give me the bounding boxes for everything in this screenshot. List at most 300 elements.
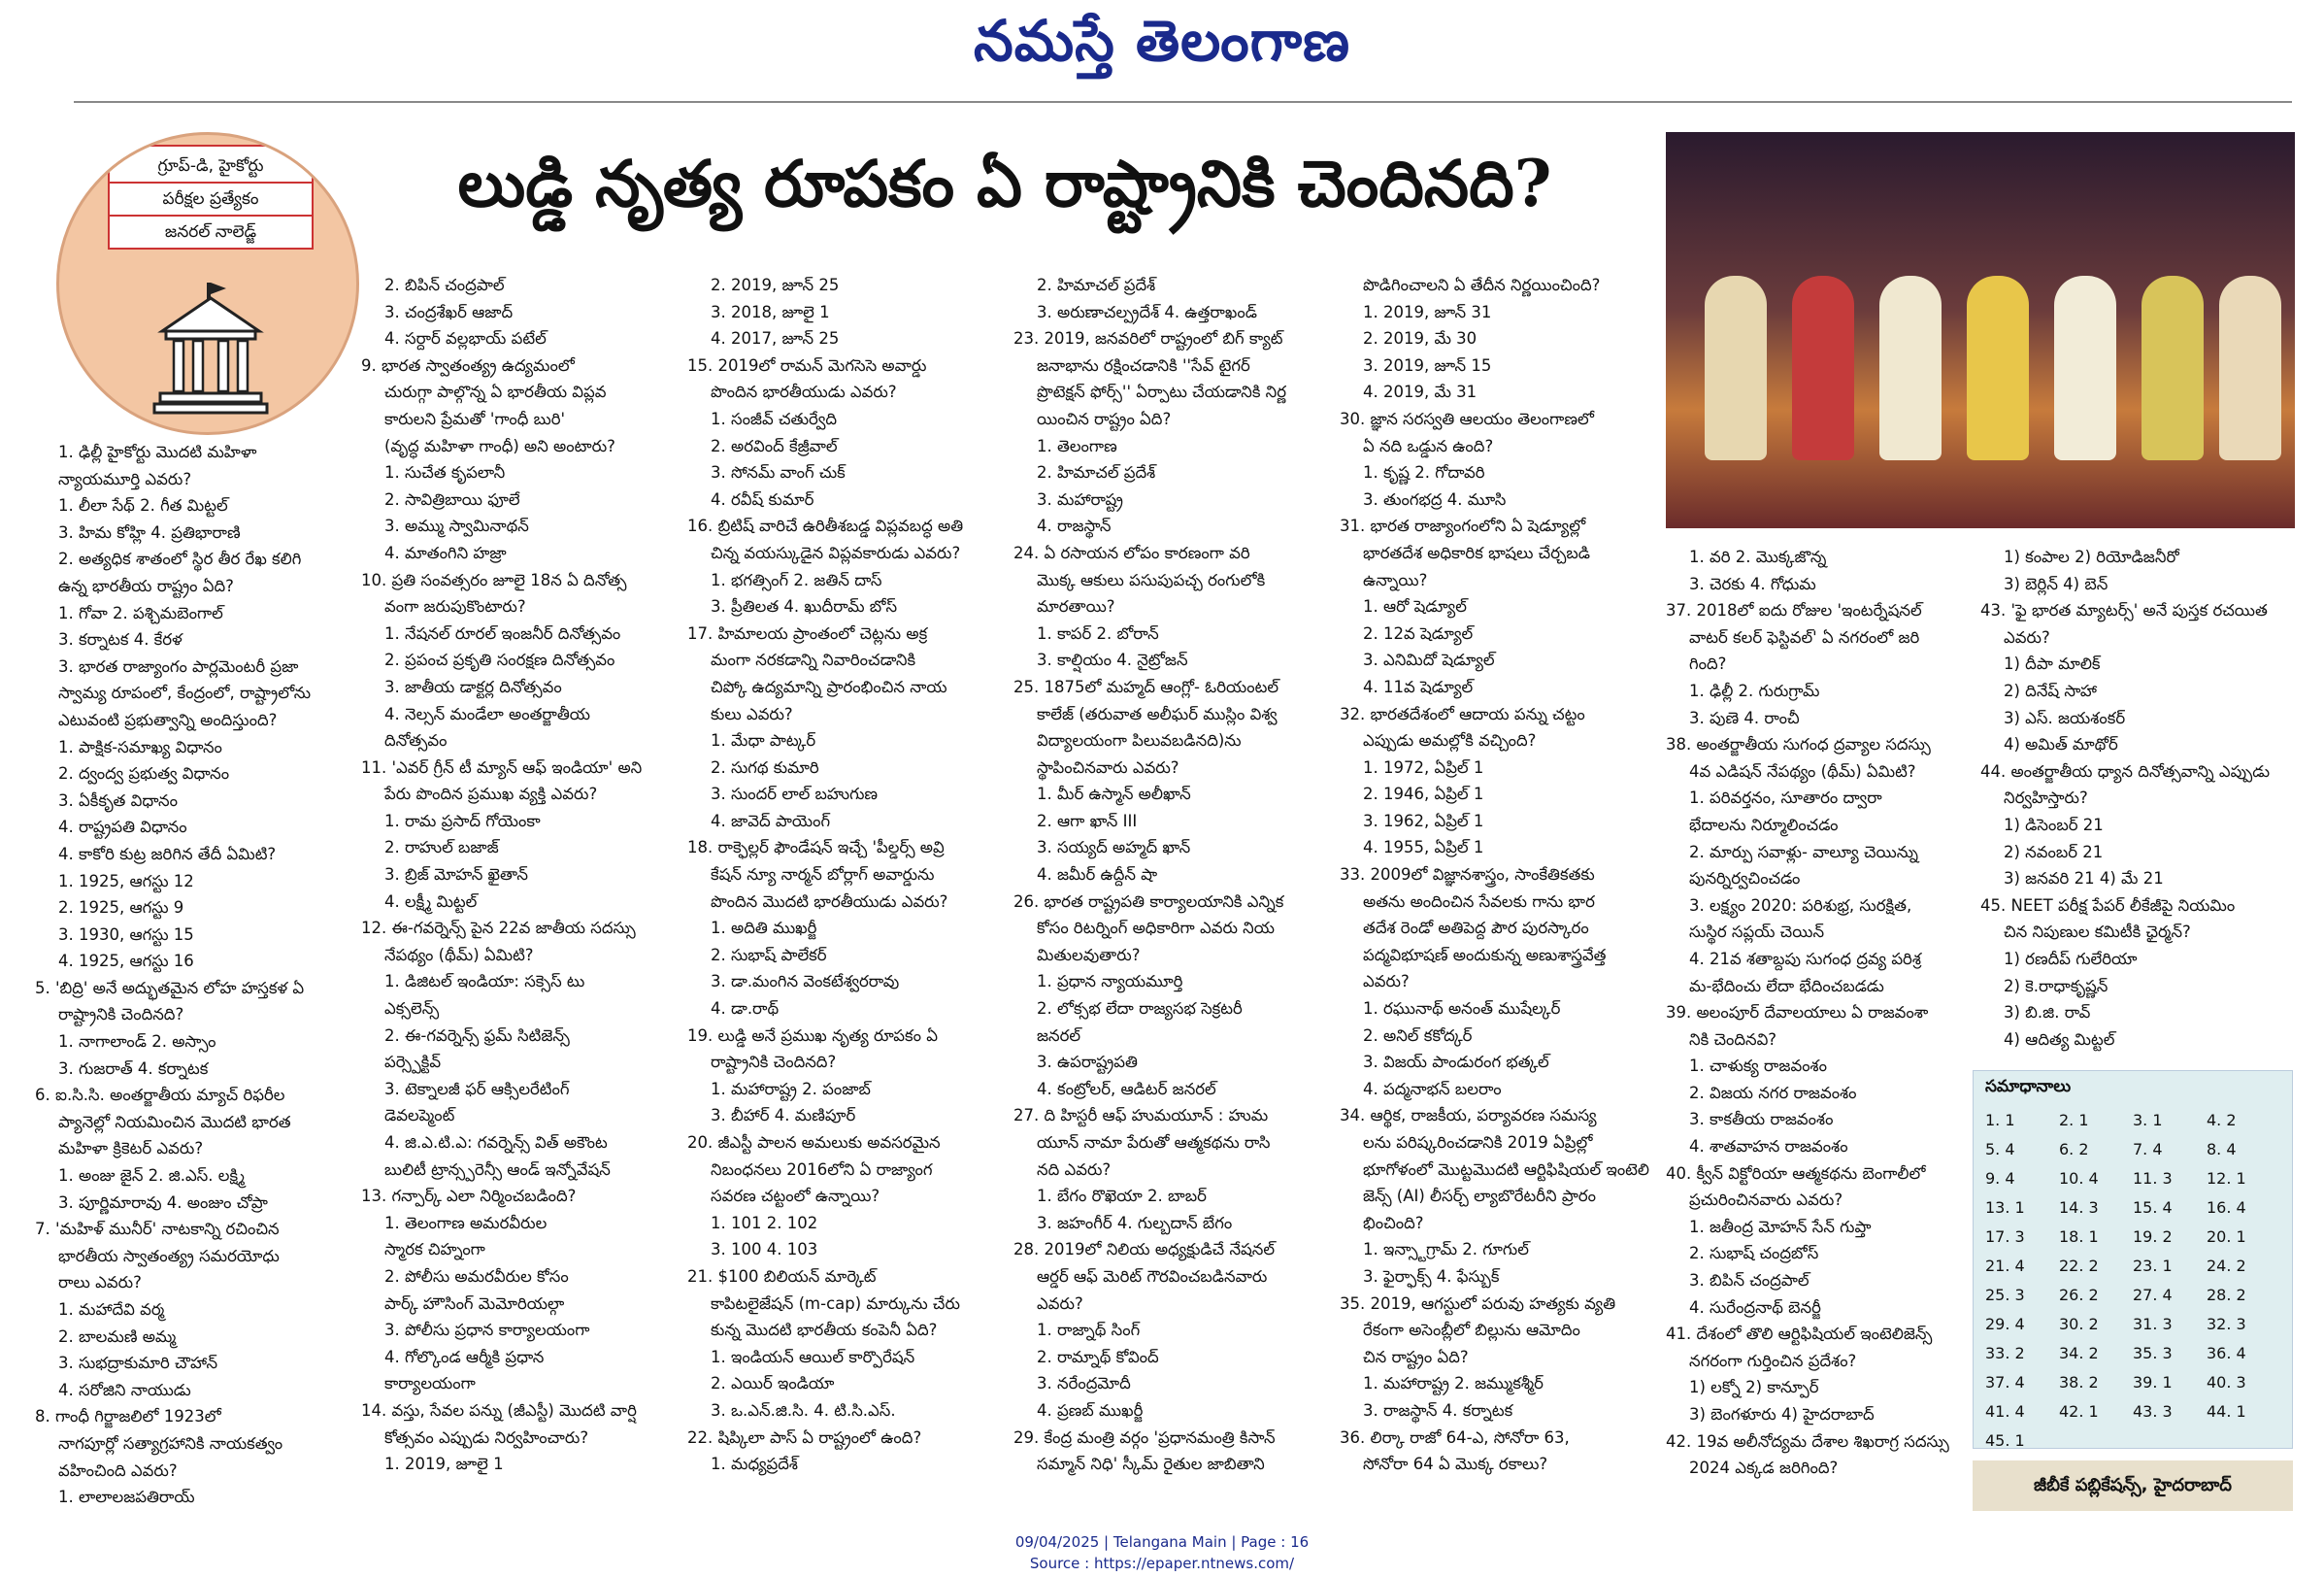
answer-item: 7. 4 xyxy=(2133,1140,2163,1158)
option-line: 3. 2019, జూన్ 15 xyxy=(1363,355,1492,375)
option-line: 4. 2019, మే 31 xyxy=(1363,383,1477,402)
question-line: 13. గన్పార్క్ ఎలా నిర్మించబడింది? xyxy=(361,1187,577,1206)
option-line: 4. 1955, ఏప్రిల్ 1 xyxy=(1363,838,1484,857)
dancer-figure xyxy=(1705,276,1767,460)
option-line: 1. అదితి ముఖర్జీ xyxy=(711,919,817,938)
option-line: 1. ఇన్స్టాగ్రామ్ 2. గూగుల్ xyxy=(1363,1240,1529,1259)
option-line: 4. గోల్కొండ ఆర్మీకి ప్రధాన xyxy=(384,1347,545,1366)
option-line: పొందిన భారతీయుడు ఎవరు? xyxy=(711,383,897,402)
option-line: రేకంగా అసెంబ్లీలో బిల్లును ఆమోదిం xyxy=(1363,1321,1580,1340)
option-line: 2. అనిల్ కకోద్కర్ xyxy=(1363,1025,1473,1045)
question-column-1 xyxy=(35,439,344,1522)
bhangra-dance-photo xyxy=(1666,132,2295,528)
option-line: భించింది? xyxy=(1363,1213,1424,1232)
option-line: జనాభాను రక్షించడానికి ''సేవ్ టైగర్ xyxy=(1037,355,1250,375)
option-line: 2. 2019, జూన్ 25 xyxy=(711,276,840,294)
option-line: 4. 2017, జూన్ 25 xyxy=(711,329,840,349)
option-line: 1. ఢిల్లీ హైకోర్టు మొదటి మహిళా xyxy=(58,443,257,461)
question-line: 8. గాంధీ గిర్జాజలిలో 1923లో xyxy=(35,1407,221,1426)
option-line: 4. రాష్ట్రపతి విధానం xyxy=(58,818,187,837)
option-line: చిప్కో ఉద్యమాన్ని ప్రారంభించిన నాయ xyxy=(711,677,947,696)
question-line: 26. భారత రాష్ట్రపతి కార్యాలయానికి ఎన్నిక xyxy=(1013,891,1284,911)
option-line: 1. నాగాలాండ్ 2. అస్సాం xyxy=(58,1032,216,1052)
question-line: 28. 2019లో నిలియ అధ్యక్షుడిచే నేషనల్ xyxy=(1013,1240,1276,1259)
option-line: 3. బ్రిజ్ మోహన్ ఖైతాన్ xyxy=(384,865,529,885)
option-line: స్వామ్య రూపంలో, కేంద్రంలో, రాష్ట్రాలోను xyxy=(58,684,312,703)
option-line: 3. ఎనిమిదో షెడ్యూల్ xyxy=(1363,651,1495,670)
answer-item: 35. 3 xyxy=(2133,1344,2173,1362)
option-line: ప్యానెల్లో నియమించిన మొదటి భారత xyxy=(58,1112,291,1131)
option-line: 1. ఢిల్లీ 2. గురుగ్రామ్ xyxy=(1689,681,1820,700)
option-line: 3. కర్నాటక 4. కేరళ xyxy=(58,630,183,650)
dancer-figure xyxy=(2054,276,2116,460)
option-line: 3. మహారాష్ట్ర xyxy=(1037,489,1123,509)
option-line: 4. 11వ షెడ్యూల్ xyxy=(1363,677,1474,696)
option-line: 2. రామ్నాథ్ కోవింద్ xyxy=(1037,1347,1159,1366)
option-line: 4) ఆదిత్య మిట్టల్ xyxy=(2004,1029,2115,1049)
option-line: ఎవరు? xyxy=(1363,972,1410,991)
option-line: 4. 21వ శతాబ్దపు సుగంధ ద్రవ్య పరిశ్ర xyxy=(1689,949,1921,968)
answer-item: 34. 2 xyxy=(2059,1344,2099,1362)
option-line: భేదాలను నిర్మూలించడం xyxy=(1689,815,1839,834)
option-line: 2. మార్పు సవాళ్లు- వాల్యూ చెయిన్ను xyxy=(1689,842,1918,861)
option-line: చిన రాష్ట్రం ఏది? xyxy=(1363,1347,1469,1366)
option-line: మంగా నరకడాన్ని నివారించడానికి xyxy=(711,651,916,670)
option-line: 1) దీపా మాలిక్ xyxy=(2004,654,2101,674)
masthead-rule xyxy=(74,101,2292,103)
question-line: 20. జీఎస్టీ పాలన అమలుకు అవసరమైన xyxy=(687,1133,941,1152)
question-line: 10. ప్రతి సంవత్సరం జూలై 18న ఏ దినోత్స xyxy=(361,570,627,589)
option-line: 2. ఈ-గవర్నెన్స్ ఫ్రమ్ సిటిజెన్స్ xyxy=(384,1025,570,1045)
option-line: 2. ఎయిర్ ఇండియా xyxy=(711,1374,835,1393)
option-line: యించిన రాష్ట్రం ఏది? xyxy=(1037,409,1172,428)
answer-item: 26. 2 xyxy=(2059,1286,2099,1304)
option-line: విద్యాలయంగా పిలువబడినది)ను xyxy=(1037,731,1242,751)
option-line: 2. ప్రపంచ ప్రకృతి సంరక్షణ దినోత్సవం xyxy=(384,651,615,670)
option-line: బులిటీ ట్రాన్స్పరెన్సీ ఆండ్ ఇన్నోవేషన్ xyxy=(384,1159,611,1179)
option-line: అతను అందించిన సేవలకు గాను భార xyxy=(1363,891,1595,911)
answer-item: 30. 2 xyxy=(2059,1315,2099,1333)
option-line: 1. రామ ప్రసాద్ గోయెంకా xyxy=(384,811,541,830)
question-column-7 xyxy=(1980,544,2293,1064)
option-line: 3. బీహార్ 4. మణిపూర్ xyxy=(711,1106,856,1125)
option-line: 2) నవంబర్ 21 xyxy=(2004,842,2104,861)
option-line: మహిళా క్రికెటర్ ఎవరు? xyxy=(58,1139,204,1158)
option-line: 2. 1946, ఏప్రిల్ 1 xyxy=(1363,785,1484,804)
option-line: 3. సుందర్ లాల్ బహుగుణ xyxy=(711,785,879,804)
option-line: కేషన్ న్యూ నార్మన్ బోర్లాగ్ అవార్డును xyxy=(711,865,935,885)
option-line: 1. డిజిటల్ ఇండియా: సక్సెస్ టు xyxy=(384,972,585,991)
answer-item: 32. 3 xyxy=(2207,1315,2246,1333)
footer-date-line: 09/04/2025 | Telangana Main | Page : 16 xyxy=(1014,1533,1310,1551)
question-line: 31. భారత రాజ్యాంగంలోని ఏ షెడ్యూల్లో xyxy=(1340,517,1586,536)
answer-item: 3. 1 xyxy=(2133,1111,2163,1129)
option-line: 3. అమ్ము స్వామినాథన్ xyxy=(384,517,529,536)
answer-item: 22. 2 xyxy=(2059,1257,2099,1275)
option-line: నది ఎవరు? xyxy=(1037,1159,1112,1179)
option-line: 3. భారత రాజ్యాంగం పార్లమెంటరీ ప్రజా xyxy=(58,656,299,676)
option-line: పొందిన మొదటి భారతీయుడు ఎవరు? xyxy=(711,891,948,911)
page-footer xyxy=(0,1531,2324,1574)
question-column-4 xyxy=(1013,272,1334,1522)
option-line: సమ్మాన్ నిధి' స్కీమ్ రైతుల జాబితాని xyxy=(1037,1455,1265,1474)
option-line: 2. బిపిన్ చంద్రపాల్ xyxy=(384,276,505,294)
option-line: 2. 12వ షెడ్యూల్ xyxy=(1363,623,1474,643)
answer-item: 19. 2 xyxy=(2133,1227,2173,1246)
answer-item: 25. 3 xyxy=(1985,1286,2025,1304)
answer-item: 20. 1 xyxy=(2207,1227,2246,1246)
option-line: నేపథ్యం (థీమ్) ఏమిటి? xyxy=(384,945,534,964)
answer-item: 33. 2 xyxy=(1985,1344,2025,1362)
option-line: 3) బి.జి. రావ్ xyxy=(2004,1003,2091,1023)
option-line: 3. విజయ్ పాండురంగ భత్కల్ xyxy=(1363,1053,1549,1072)
option-line: ఎవరు? xyxy=(2004,627,2050,647)
option-line: 3. ఉపరాష్ట్రపతి xyxy=(1037,1053,1138,1072)
option-line: కాపిటలైజేషన్ (m-cap) మార్కును చేరు xyxy=(711,1293,960,1313)
option-line: 2. సుగథ కుమారి xyxy=(711,757,819,777)
option-line: 4. సర్దార్ వల్లభాయ్ పటేల్ xyxy=(384,329,547,349)
option-line: 1. మీర్ ఉస్మాన్ అలీఖాన్ xyxy=(1037,785,1191,804)
option-line: 3. బిపిన్ చంద్రపాల్ xyxy=(1689,1271,1809,1291)
option-line: నగరంగా గుర్తించిన ప్రదేశం? xyxy=(1689,1351,1857,1370)
question-line: 41. దేశంలో తొలి ఆర్టిఫిషియల్ ఇంటెలిజెన్స్ xyxy=(1666,1325,1933,1344)
question-line: 42. 19వ అలీనోద్యమ దేశాల శిఖరాగ్ర సదస్సు xyxy=(1666,1431,1949,1451)
option-line: 2. సుభాష్ పాలేకర్ xyxy=(711,945,827,964)
option-line: కాలేజ్ (తరువాత అలీఘర్ ముస్లిం విశ్వ xyxy=(1037,704,1278,723)
option-line: కోత్సవం ఎప్పుడు నిర్వహించారు? xyxy=(384,1427,589,1447)
option-line: జనరల్ xyxy=(1037,1025,1081,1045)
option-line: 2) దినేష్ సాహా xyxy=(2004,681,2097,700)
answer-item: 16. 4 xyxy=(2207,1198,2246,1217)
option-line: రాష్ట్రానికి చెందినది? xyxy=(711,1053,837,1072)
option-line: 4. రాజస్థాన్ xyxy=(1037,517,1112,536)
answer-item: 17. 3 xyxy=(1985,1227,2025,1246)
option-line: చిన్న వయస్కుడైన విప్లవకారుడు ఎవరు? xyxy=(711,543,961,562)
option-line: 4. కాకోరి కుట్ర జరిగిన తేదీ ఏమిటి? xyxy=(58,844,277,863)
answer-item: 43. 3 xyxy=(2133,1402,2173,1421)
question-line: 43. 'ఫై భారత మ్యాటర్స్' అనే పుస్తక రచయిత xyxy=(1980,601,2268,621)
option-line: భారతదేశ అధికారిక భాషలు చేర్చబడి xyxy=(1363,543,1590,562)
option-line: 3. తుంగభద్ర 4. మూసి xyxy=(1363,489,1507,509)
option-line: 3. ఫైర్ఫాక్స్ 4. ఫేస్బుక్ xyxy=(1363,1266,1500,1286)
option-line: నికి చెందినవి? xyxy=(1689,1029,1777,1049)
option-line: ఎవరు? xyxy=(1037,1293,1083,1313)
option-line: ప్రొటెక్షన్ ఫోర్స్'' ఏర్పాటు చేయడానికి నిర్ణ xyxy=(1037,383,1287,402)
answer-item: 5. 4 xyxy=(1985,1140,2015,1158)
option-line: 3. సయ్యద్ అహ్మద్ ఖాన్ xyxy=(1037,838,1191,857)
option-line: (వృద్ధ మహిళా గాంధీ) అని అంటారు? xyxy=(384,436,615,455)
option-line: 4. జమీర్ ఉద్దీన్ షా xyxy=(1037,865,1158,885)
option-line: 2. ద్వంద్వ ప్రభుత్వ విధానం xyxy=(58,764,230,784)
publisher-credit: జీబీకే పబ్లికేషన్స్, హైదరాబాద్ xyxy=(1973,1460,2293,1511)
high-court-building-icon xyxy=(152,281,269,417)
option-line: 1. తెలంగాణ xyxy=(1037,436,1117,455)
question-line: 44. అంతర్జాతీయ ధ్యాన దినోత్సవాన్ని ఎప్పుడు xyxy=(1980,761,2271,781)
option-line: 3. కాకతీయ రాజవంశం xyxy=(1689,1110,1834,1129)
option-line: కులు ఎవరు? xyxy=(711,704,793,723)
option-line: 4వ ఎడిషన్ నేపథ్యం (థీమ్) ఏమిటి? xyxy=(1689,761,1916,781)
option-line: 1. పరివర్తనం, సూతారం ద్వారా xyxy=(1689,788,1882,808)
option-line: పర్స్పెక్టివ్ xyxy=(384,1053,442,1072)
option-line: 1. 101 2. 102 xyxy=(711,1213,818,1232)
option-line: 4. రవీష్ కుమార్ xyxy=(711,489,814,509)
option-line: పేరు పొందిన ప్రముఖ వ్యక్తి ఎవరు? xyxy=(384,785,598,804)
section-badge xyxy=(56,132,359,435)
question-line: 33. 2009లో విజ్ఞానశాస్త్రం, సాంకేతికతకు xyxy=(1340,865,1595,885)
option-line: 2. హిమాచల్ ప్రదేశ్ xyxy=(1037,276,1156,294)
question-line: 34. ఆర్థిక, రాజకీయ, పర్యావరణ సమస్య xyxy=(1340,1106,1597,1125)
question-line: 40. క్వీన్ విక్టోరియా ఆత్మకథను బెంగాలీలో xyxy=(1666,1163,1926,1183)
option-line: 3) బెర్లిన్ 4) బెన్ xyxy=(2004,574,2108,593)
question-line: 19. లుడ్డి అనే ప్రముఖ నృత్య రూపకం ఏ xyxy=(687,1025,938,1045)
option-line: 1) డిసెంబర్ 21 xyxy=(2004,815,2104,834)
answer-item: 21. 4 xyxy=(1985,1257,2025,1275)
answer-item: 42. 1 xyxy=(2059,1402,2099,1421)
option-line: పద్మవిభూషణ్ అందుకున్న అణుశాస్త్రవేత్త xyxy=(1363,945,1607,964)
option-line: 3. చంద్రశేఖర్ ఆజాద్ xyxy=(384,302,514,321)
option-line: కోసం రిటర్నింగ్ అధికారిగా ఎవరు నియ xyxy=(1037,919,1275,938)
option-line: 1. తెలంగాణ అమరవీరుల xyxy=(384,1213,548,1232)
option-line: 2. అరవింద్ కేజ్రీవాల్ xyxy=(711,436,838,455)
option-line: రాష్ట్రానికి చెందినది? xyxy=(58,1005,184,1024)
option-line: 4. జావెద్ పాయెంగ్ xyxy=(711,811,831,830)
answer-item: 27. 4 xyxy=(2133,1286,2173,1304)
option-line: డెవలప్మెంట్ xyxy=(384,1106,455,1125)
question-line: 27. ది హిస్టరీ ఆఫ్ హుమయూన్ : హుమ xyxy=(1013,1106,1269,1125)
option-line: 2) కె.రాధాకృష్ణన్ xyxy=(2004,976,2108,995)
badge-line-1: గ్రూప్-డి, హైకోర్టు xyxy=(110,151,312,184)
option-line: 4. శాతవాహన రాజవంశం xyxy=(1689,1137,1848,1157)
option-line: 1. మహాదేవి వర్మ xyxy=(58,1300,165,1319)
answers-box xyxy=(1973,1070,2293,1449)
question-line: 35. 2019, ఆగస్టులో పరువు హత్యకు వ్యతి xyxy=(1340,1293,1616,1313)
option-line: 4. ప్రణబ్ ముఖర్జీ xyxy=(1037,1400,1144,1420)
option-line: 2. 1925, ఆగస్టు 9 xyxy=(58,898,184,918)
option-line: స్మారక చిహ్నంగా xyxy=(384,1240,485,1259)
question-line: 17. హిమాలయ ప్రాంతంలో చెట్లను అక్ర xyxy=(687,623,928,643)
answer-item: 24. 2 xyxy=(2207,1257,2246,1275)
answer-item: 29. 4 xyxy=(1985,1315,2025,1333)
option-line: 2. విజయ నగర రాజవంశం xyxy=(1689,1083,1857,1102)
option-line: కారులని ప్రేమతో 'గాంధీ బురి' xyxy=(384,409,566,428)
option-line: 3. పుణె 4. రాంచీ xyxy=(1689,708,1800,727)
question-line: 18. రాక్ఫెల్లర్ ఫౌండేషన్ ఇచ్చే 'పీల్డర్స్ అవ్రి xyxy=(687,838,945,857)
question-line: 6. ఐ.సి.సి. అంతర్జాతీయ మ్యాచ్ రిఫరీల xyxy=(35,1086,285,1105)
option-line: భూగోళంలో మొట్టమొదటి ఆర్టిఫిషియల్ ఇంటెలి xyxy=(1363,1159,1650,1179)
option-line: 3) జనవరి 21 4) మే 21 xyxy=(2004,869,2164,889)
question-line: 38. అంతర్జాతీయ సుగంధ ద్రవ్యాల సదస్సు xyxy=(1666,735,1931,755)
dancer-figure xyxy=(2141,276,2204,460)
option-line: 4. 1925, ఆగస్టు 16 xyxy=(58,952,194,971)
option-line: చురుగ్గా పాల్గొన్న ఏ భారతీయ విప్లవ xyxy=(384,383,607,402)
option-line: 4. సరోజిని నాయుడు xyxy=(58,1380,191,1399)
option-line: నాగపూర్లో సత్యాగ్రహానికి నాయకత్వం xyxy=(58,1433,283,1453)
option-line: వంగా జరుపుకొంటారు? xyxy=(384,597,526,617)
badge-line-3: జనరల్ నాలెడ్జ్ xyxy=(164,222,257,242)
option-line: నిబంధనలు 2016లోని ఏ రాజ్యాంగ xyxy=(711,1159,933,1179)
option-line: 1. రాజ్నాథ్ సింగ్ xyxy=(1037,1321,1141,1340)
option-line: 3. పోలీసు ప్రధాన కార్యాలయంగా xyxy=(384,1321,590,1340)
question-line: 11. 'ఎవర్ గ్రీన్ టీ మ్యాన్ ఆఫ్ ఇండియా' అని xyxy=(361,757,643,777)
answer-item: 39. 1 xyxy=(2133,1373,2173,1392)
option-line: 3. సోనమ్ వాంగ్ చుక్ xyxy=(711,463,846,483)
option-line: 1. లీలా సేథ్ 2. గీత మిట్టల్ xyxy=(58,496,228,516)
option-line: 1. మధ్యప్రదేశ్ xyxy=(711,1455,798,1474)
question-line: 25. 1875లో మహ్మద్ ఆంగ్లో- ఓరియంటల్ xyxy=(1013,677,1279,696)
option-line: ఉన్నాయి? xyxy=(1363,570,1428,589)
option-line: 3. 2018, జూలై 1 xyxy=(711,302,830,321)
question-line: 45. NEET పరీక్ష పేపర్ లీకేజీపై నియమిం xyxy=(1980,895,2236,915)
question-line: 7. 'మహిళ్ మునీర్' నాటకాన్ని రచించిన xyxy=(35,1220,280,1239)
answer-item: 18. 1 xyxy=(2059,1227,2099,1246)
answer-item: 40. 3 xyxy=(2207,1373,2246,1392)
option-line: 2. హిమాచల్ ప్రదేశ్ xyxy=(1037,463,1156,483)
option-line: 3. 100 4. 103 xyxy=(711,1240,818,1259)
option-line: 3. టెక్నాలజీ ఫర్ ఆక్సిలరేటింగ్ xyxy=(384,1079,570,1098)
answer-item: 11. 3 xyxy=(2133,1169,2173,1188)
option-line: 1. లాలాలజపతిరాయ్ xyxy=(58,1488,195,1507)
option-line: సుస్థిర సప్లయ్ చెయిన్ xyxy=(1689,923,1825,942)
option-line: 1. వరి 2. మొక్కజొన్న xyxy=(1689,548,1827,566)
answer-item: 41. 4 xyxy=(1985,1402,2025,1421)
question-line: 12. ఈ-గవర్నెన్స్ పైన 22వ జాతీయ సదస్సు xyxy=(361,919,636,938)
option-line: 1) రణదీప్ గులేరియా xyxy=(2004,949,2138,968)
page-headline: లుడ్డి నృత్య రూపకం ఏ రాష్ట్రానికి చెందినది? xyxy=(457,146,1552,221)
option-line: 3. జాతీయ డాక్టర్ల దినోత్సవం xyxy=(384,677,562,696)
option-line: 1. పాక్షిక-సమాఖ్య విధానం xyxy=(58,737,222,756)
option-line: 1. కాపర్ 2. బోరాన్ xyxy=(1037,623,1159,643)
option-line: 2. పోలీసు అమరవీరుల కోసం xyxy=(384,1266,569,1286)
question-line: 32. భారతదేశంలో ఆదాయ పన్ను చట్టం xyxy=(1340,704,1585,723)
question-line: 22. షిప్కిలా పాస్ ఏ రాష్ట్రంలో ఉంది? xyxy=(687,1427,922,1447)
option-line: 3. సుభద్రాకుమారి చౌహాన్ xyxy=(58,1354,218,1373)
option-line: 1. 2019, జూన్ 31 xyxy=(1363,302,1492,321)
answer-item: 23. 1 xyxy=(2133,1257,2173,1275)
question-column-3 xyxy=(687,272,1008,1522)
question-line: 9. భారత స్వాతంత్య్ర ఉద్యమంలో xyxy=(361,355,575,375)
option-line: చిన నిపుణుల కమిటీకి ఛైర్మన్? xyxy=(2004,923,2191,942)
option-line: 1. చాళుక్య రాజవంశం xyxy=(1689,1057,1827,1076)
option-line: 3. రాజస్థాన్ 4. కర్నాటక xyxy=(1363,1400,1513,1420)
answers-title: సమాధానాలు xyxy=(1985,1077,2072,1096)
option-line: 1. మేధా పాట్కర్ xyxy=(711,731,816,751)
option-line: సోనోరా 64 ఏ మొక్క రకాలు? xyxy=(1363,1455,1548,1474)
option-line: 2. రాహుల్ బజాజ్ xyxy=(384,838,499,857)
option-line: 3. అరుణాచల్ప్రదేశ్ 4. ఉత్తరాఖండ్ xyxy=(1037,302,1257,321)
option-line: మితులవుతారు? xyxy=(1037,945,1141,964)
answer-item: 13. 1 xyxy=(1985,1198,2025,1217)
footer-source-line: Source : https://epaper.ntnews.com/ xyxy=(1029,1555,1295,1572)
option-line: 4. పద్మనాభన్ బలరాం xyxy=(1363,1079,1502,1098)
option-line: 2. అత్యధిక శాతంలో స్థిర తీర రేఖ కలిగి xyxy=(58,550,302,569)
option-line: వహించింది ఎవరు? xyxy=(58,1460,178,1480)
option-line: ఉన్న భారతీయ రాష్ట్రం ఏది? xyxy=(58,576,234,595)
option-line: 3) ఎస్. జయశంకర్ xyxy=(2004,708,2126,727)
option-line: రాలు ఎవరు? xyxy=(58,1273,142,1292)
option-line: తదేశ రెండో అతిపెద్ద పౌర పురస్కారం xyxy=(1363,919,1589,938)
option-line: 3. జహంగీర్ 4. గుల్బదాన్ బేగం xyxy=(1037,1213,1233,1232)
option-line: ఏ నది ఒడ్డున ఉంది? xyxy=(1363,436,1494,455)
answer-item: 45. 1 xyxy=(1985,1431,2025,1450)
option-line: స్థాపించినవారు ఎవరు? xyxy=(1037,757,1179,777)
answer-item: 28. 2 xyxy=(2207,1286,2246,1304)
option-line: 3. చెరకు 4. గోధుమ xyxy=(1689,574,1816,593)
answer-item: 14. 3 xyxy=(2059,1198,2099,1217)
answer-item: 37. 4 xyxy=(1985,1373,2025,1392)
option-line: 1. మహారాష్ట్ర 2. జమ్ముకశ్మీర్ xyxy=(1363,1374,1544,1393)
option-line: 3. ప్రీతిలత 4. ఖుదీరామ్ బోస్ xyxy=(711,597,898,617)
option-line: 1. జతీంద్ర మోహన్ సేన్ గుప్తా xyxy=(1689,1217,1872,1236)
answer-item: 38. 2 xyxy=(2059,1373,2099,1392)
option-line: 4. లక్ష్మీ మిట్టల్ xyxy=(384,891,478,911)
option-line: 3. పూర్ణిమారావు 4. అంజుం చోప్రా xyxy=(58,1192,268,1212)
option-line: 1) కంపాల 2) రియోడిజనీరో xyxy=(2004,548,2179,566)
option-line: 2024 ఎక్కడ జరిగింది? xyxy=(1689,1459,1839,1478)
question-line: 29. కేంద్ర మంత్రి వర్గం 'ప్రధానమంత్రి కిసాన్ xyxy=(1013,1427,1276,1447)
question-line: 15. 2019లో రామన్ మెగసెసె అవార్డు xyxy=(687,355,927,375)
option-line: పొడిగించాలని ఏ తేదీన నిర్ణయించింది? xyxy=(1363,276,1601,294)
dancer-figure xyxy=(1879,276,1942,460)
option-line: పునర్నిర్వచించడం xyxy=(1689,869,1801,889)
answer-item: 12. 1 xyxy=(2207,1169,2246,1188)
option-line: 1. భగత్సింగ్ 2. జతిన్ దాస్ xyxy=(711,570,882,589)
option-line: ఆర్డర్ ఆఫ్ మెరిట్ గౌరవించబడినవారు xyxy=(1037,1266,1268,1286)
question-line: 14. వస్తు, సేవల పన్ను (జీఎస్టీ) మొదటి వార్షి xyxy=(361,1400,637,1420)
question-line: 39. అలంపూర్ దేవాలయాలు ఏ రాజవంశా xyxy=(1666,1003,1929,1023)
option-line: కార్యాలయంగా xyxy=(384,1374,476,1393)
option-line: ఎప్పుడు అమల్లోకి వచ్చింది? xyxy=(1363,731,1537,751)
option-line: జెన్స్ (AI) లీసర్చ్ ల్యాబొరేటరీని ప్రారం xyxy=(1363,1187,1597,1206)
option-line: 1. ఇండియన్ ఆయిల్ కార్పొరేషన్ xyxy=(711,1347,915,1366)
option-line: వాటర్ కలర్ ఫెస్టివల్' ఏ నగరంలో జరి xyxy=(1689,627,1920,647)
question-line: 5. 'బిద్రి' అనే అద్భుతమైన లోహ హస్తకళ ఏ xyxy=(35,978,305,997)
question-line: 36. లిర్కా రాజో 64-ఎ, సోనోరా 63, xyxy=(1340,1427,1570,1447)
dancer-figure xyxy=(1967,276,2029,460)
answers-grid xyxy=(1974,1106,2292,1456)
option-line: 2. బాలమణి అమ్మ xyxy=(58,1326,177,1346)
question-line: 16. బ్రిటిష్ వారిచే ఉరితీశబడ్డ విప్లవబద్ధ అతి xyxy=(687,517,964,536)
badge-label-box xyxy=(108,145,314,250)
option-line: 1. సంజీవ్ చతుర్వేది xyxy=(711,409,838,428)
option-line: 2. లోక్సభ లేదా రాజ్యసభ సెక్రటరీ xyxy=(1037,999,1243,1019)
badge-line-2: పరీక్షల ప్రత్యేకం xyxy=(110,184,312,217)
option-line: 3. గుజరాత్ 4. కర్నాటక xyxy=(58,1058,209,1078)
option-line: 3. నరేంద్రమోదీ xyxy=(1037,1374,1131,1393)
answer-item: 36. 4 xyxy=(2207,1344,2246,1362)
option-line: 2. సావిత్రిబాయి ఫూలే xyxy=(384,489,520,509)
question-line: 24. ఏ రసాయన లోపం కారణంగా వరి xyxy=(1013,543,1250,562)
answer-item: 44. 1 xyxy=(2207,1402,2246,1421)
question-line: 30. జ్ఞాన సరస్వతి ఆలయం తెలంగాణలో xyxy=(1340,409,1594,428)
option-line: 3. 1930, ఆగస్టు 15 xyxy=(58,924,194,944)
option-line: 4. కంట్రోలర్, ఆడిటర్ జనరల్ xyxy=(1037,1079,1216,1098)
dancer-figure xyxy=(1792,276,1854,460)
question-line: 21. $100 బిలియన్ మార్కెట్ xyxy=(687,1266,877,1286)
option-line: 2. 2019, మే 30 xyxy=(1363,329,1477,349)
option-line: భారతీయ స్వాతంత్య్ర సమరయోధు xyxy=(58,1246,280,1265)
option-line: 3. కాల్షియం 4. నైట్రోజన్ xyxy=(1037,651,1188,670)
option-line: 1. ఆరో షెడ్యూల్ xyxy=(1363,597,1467,617)
option-line: ప్రచురించినవారు ఎవరు? xyxy=(1689,1191,1843,1210)
option-line: 1) లక్నో 2) కాన్పూర్ xyxy=(1689,1378,1819,1397)
option-line: 1. అంజు జైన్ 2. జి.ఎస్. లక్ష్మి xyxy=(58,1166,245,1186)
question-column-6 xyxy=(1666,544,1969,1522)
answer-item: 10. 4 xyxy=(2059,1169,2099,1188)
option-line: మారతాయి? xyxy=(1037,597,1115,617)
option-line: 1. ప్రధాన న్యాయమూర్తి xyxy=(1037,972,1183,991)
answer-item: 6. 2 xyxy=(2059,1140,2089,1158)
answer-item: 8. 4 xyxy=(2207,1140,2237,1158)
